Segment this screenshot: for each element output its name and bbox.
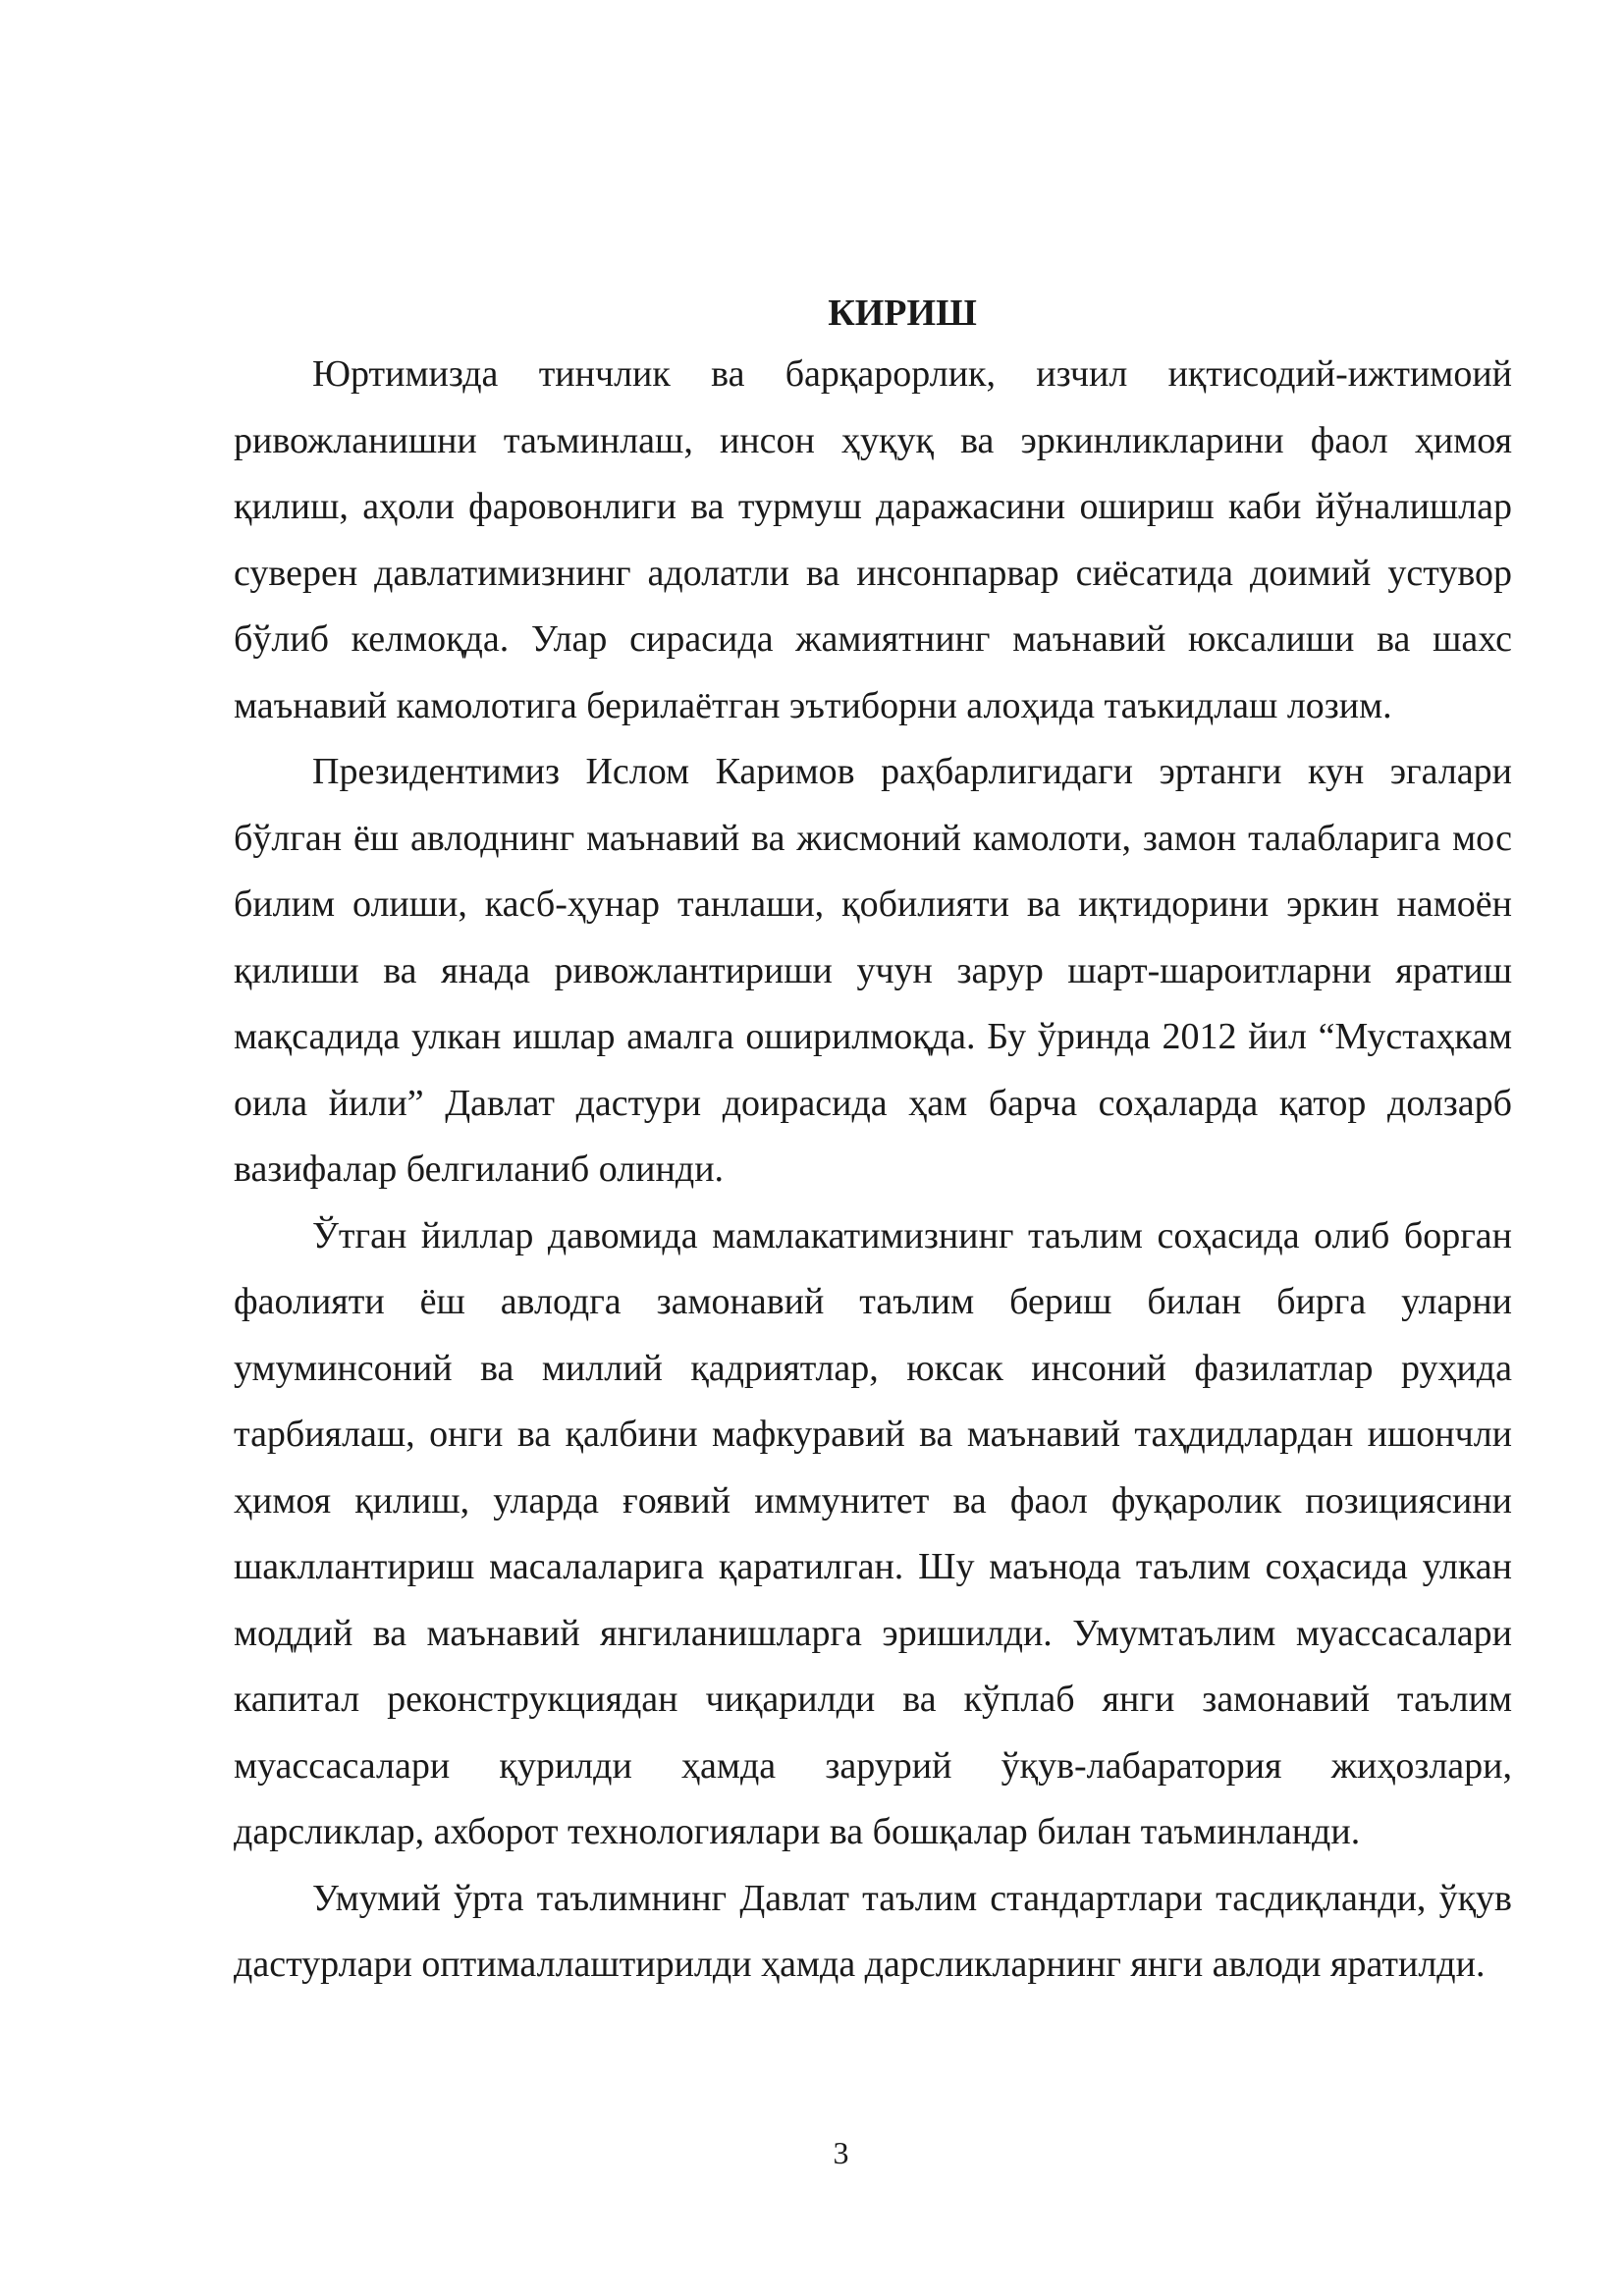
page-number: 3 [833, 2135, 849, 2170]
paragraph-3: Ўтган йиллар давомида мамлакатимизнинг таълим соҳасида олиб борган фаолияти ёш авлодга замонавий таълим бериш билан бирга уларни умуминсоний ва миллий қадриятлар, юксак инсоний фазилатлар руҳида тарбиялаш, онги ва қалбини мафкуравий ва маънавий таҳдидлардан ишончли ҳимоя қилиш, уларда ғоявий иммунитет ва фаол фуқаролик позициясини шакллантириш масалаларига қаратилган. Шу маънода таълим соҳасида улкан моддий ва маънавий янгиланишларга эришилди. Умумтаълим муассасалари капитал реконструкциядан чиқарилди ва кўплаб янги замонавий таълим муассасалари қурилди ҳамда зарурий ўқув-лабаратория жиҳозлари, дарсликлар, ахборот технологиялари ва бошқалар билан таъминланди. [234, 1214, 1512, 1852]
paragraph-1: Юртимизда тинчлик ва барқарорлик, изчил иқтисодий-ижтимоий ривожланишни таъминлаш, инсон ҳуқуқ ва эркинликларини фаол ҳимоя қилиш, аҳоли фаровонлиги ва турмуш даражасини ошириш каби йўналишлар суверен давлатимизнинг адолатли ва инсонпарвар сиёсатида доимий устувор бўлиб келмоқда. Улар сирасида жамиятнинг маънавий юксалиши ва шахс маънавий камолотига берилаётган эътиборни алоҳида таъкидлаш лозим. [234, 353, 1512, 726]
paragraph-4: Умумий ўрта таълимнинг Давлат таълим стандартлари тасдиқланди, ўқув дастурлари оптималлаштирилди ҳамда дарсликларнинг янги авлоди яратилди. [234, 1877, 1512, 1985]
paragraph-2: Президентимиз Ислом Каримов раҳбарлигидаги эртанги кун эгалари бўлган ёш авлоднинг маънавий ва жисмоний камолоти, замон талабларига мос билим олиши, касб-ҳунар танлаши, қобилияти ва иқтидорини эркин намоён қилиши ва янада ривожлантириши учун зарур шарт-шароитларни яратиш мақсадида улкан ишлар амалга оширилмоқда. Бу ўринда 2012 йил “Мустаҳкам оила йили” Давлат дастури доирасида ҳам барча соҳаларда қатор долзарб вазифалар белгиланиб олинди. [234, 751, 1512, 1190]
document-body [234, 285, 1512, 1999]
page-title: КИРИШ [828, 293, 977, 334]
